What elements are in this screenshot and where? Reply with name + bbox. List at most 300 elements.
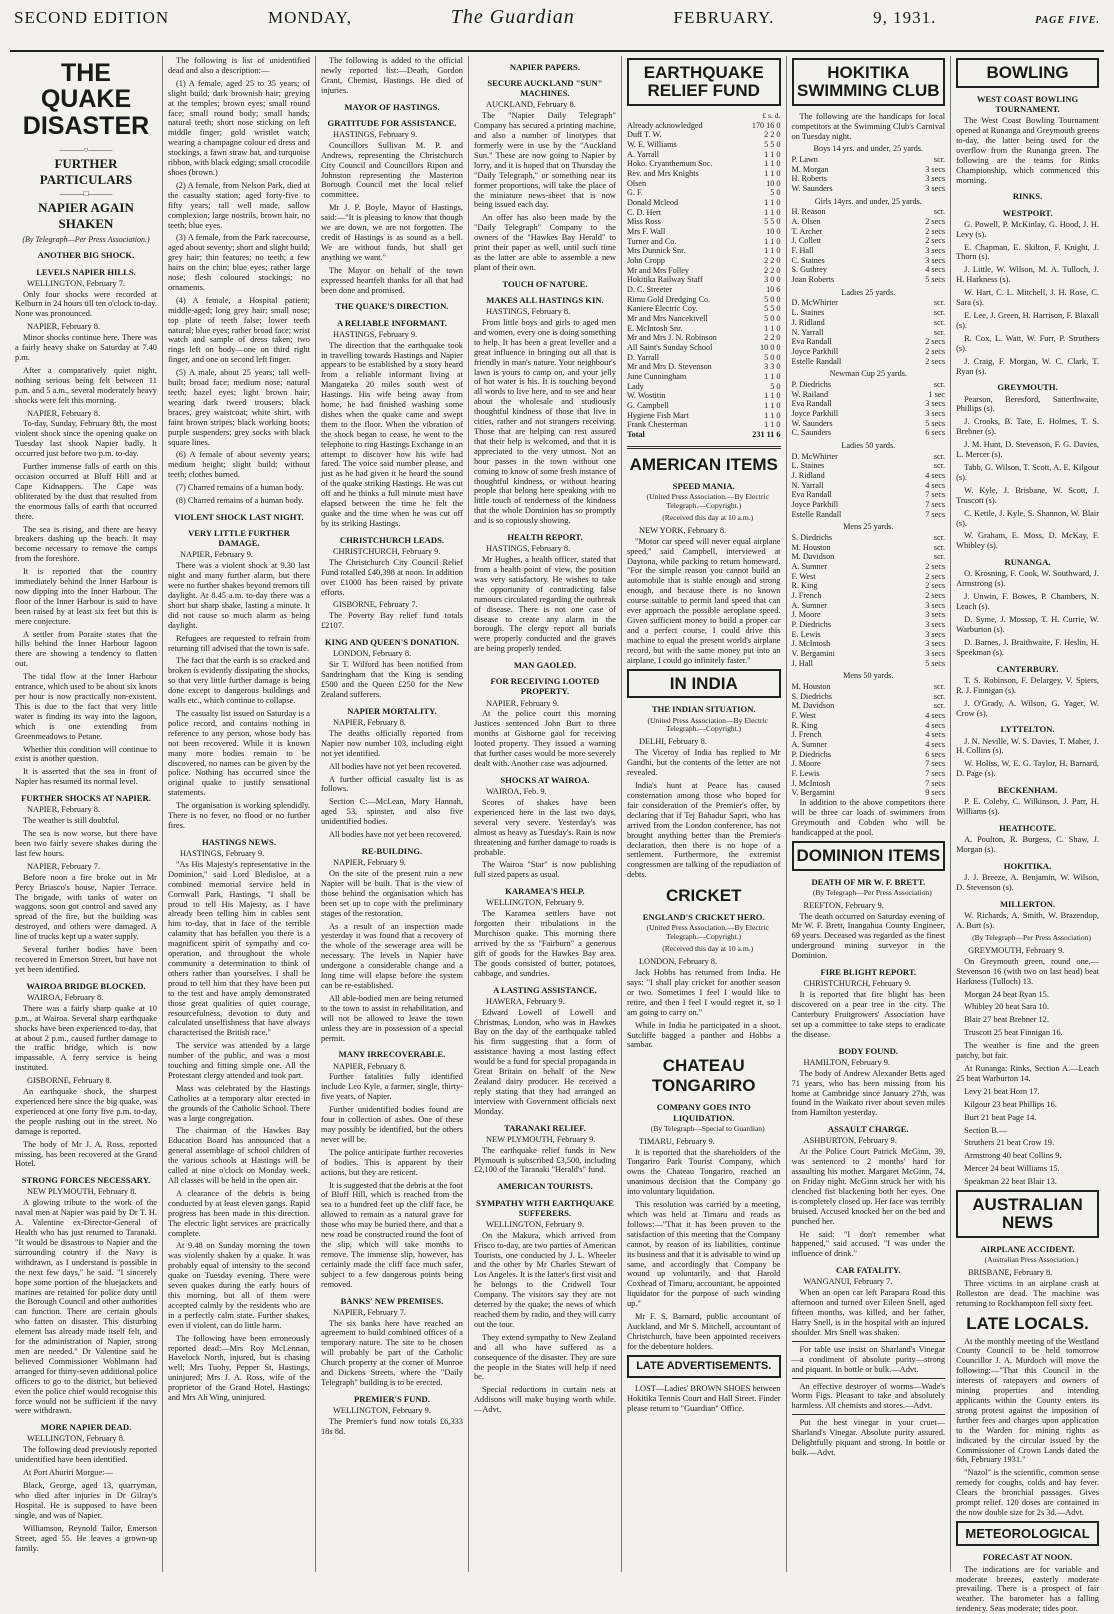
section-heading: CHRISTCHURCH LEADS. (339, 534, 445, 545)
row-value: scr. (933, 155, 946, 165)
paragraph: There was a fairly sharp quake at 10 p.m., at Wairoa. Several sharp earthquake shocks have been experienced to-day, that at about 2 p.m., caused further damage to the traffic bridge, which is now impassable. A ferry service is being instituted. (15, 1003, 157, 1073)
handicap-table (792, 682, 946, 798)
row-name: S. Diedrichs (791, 691, 832, 701)
table-row (627, 382, 781, 392)
section-heading: LEVELS NAPIER HILLS. (36, 266, 136, 277)
divider: ———○——— (59, 144, 113, 154)
team-line: J. O'Grady, A. Wilson, G. Yager, W. Crow (s). (956, 698, 1099, 718)
paragraph: An offer has also been made by the "Daily Telegraph" Company to the owners of the "Hawkes Bay Herald" to print their paper as well, until such time as the latter are able to assemble a new plant of their own. (473, 213, 616, 272)
column-bowling (951, 56, 1104, 1614)
row-name: V. Bergamini (791, 649, 835, 658)
row-name: Eva Randall (791, 490, 832, 500)
table-row (627, 188, 781, 198)
row-name: Rev. and Mrs Knights (626, 169, 699, 178)
headline-chateau: CHATEAU TONGARIRO (651, 1056, 756, 1096)
table-row (792, 601, 946, 611)
section-heading: ANOTHER BIG SHOCK. (37, 250, 135, 261)
table-row (627, 246, 781, 256)
team-line: J. Crooks, B. Tate, E. Holmes, T. S. Brebner (s). (956, 417, 1099, 437)
row-name: Already acknowledged (626, 120, 703, 130)
row-value: 1 1 0 (764, 372, 781, 382)
row-value: 3 secs (925, 164, 946, 174)
row-name: J. Hall (791, 658, 813, 668)
row-name: J. McIntosh (791, 639, 831, 649)
table-row (792, 701, 946, 711)
paragraph: He said: "I don't remember what happened," said accused. "I was under the influence of drink." (791, 1229, 946, 1259)
row-value: 3 secs (925, 629, 946, 639)
table-row (792, 620, 946, 630)
table-row (792, 390, 946, 400)
headline-australian: AUSTRALIAN NEWS (956, 1190, 1099, 1238)
page-number: PAGE FIVE. (1035, 15, 1100, 26)
row-value: 1 1 0 (764, 198, 781, 208)
paragraph: Mr J. P. Boyle, Mayor of Hastings, said:—"It is pleasing to know that though we are down, we are not forgotten. The credit of Hastings is as sound as a bell. We are without funds, but shall get anything we want." (320, 203, 463, 262)
row-name: N. Yarrall (791, 327, 824, 337)
paragraph: Scores of shakes have been experienced here in the last two days, several very severe. Yesterday's was almost as heavy as Tuesday's. Rain is now threatening and further damage to roads is probable. (473, 797, 616, 857)
row-name: D. Yarrall (626, 352, 660, 362)
row-name: V. Bergamini (791, 788, 835, 798)
table-row (792, 572, 946, 582)
dateline: NAPIER, February 8. (332, 1061, 407, 1071)
row-value: 2 secs (925, 356, 946, 366)
row-value: 5 0 0 (764, 294, 781, 304)
result-line: Armstrong 40 beat Collins 9. (964, 1151, 1062, 1161)
result-line: Morgan 24 beat Ryan 15. (964, 989, 1049, 999)
row-value: 7 secs (925, 509, 946, 519)
table-row (792, 155, 946, 165)
table-row (792, 510, 946, 520)
paragraph: The chairman of the Hawkes Bay Education Board has announced that a general assemblage of school children of the various schools at Hastings will be called at nine o'clock on Monday week. All classes will be held in the open air. (167, 1126, 310, 1185)
section-heading: MAN GAOLED. (513, 660, 576, 671)
row-value: 3 0 0 (764, 275, 781, 285)
section-heading: ASSAULT CHARGE. (827, 1124, 909, 1135)
dateline: WELLINGTON, February 8. (27, 1434, 125, 1444)
divider (627, 446, 781, 449)
headline-relief-fund: EARTHQUAKE RELIEF FUND (627, 58, 781, 106)
paragraph: The following is list of unidentified dead and also a description:— (167, 56, 310, 75)
table-row (627, 420, 781, 430)
column-quake (10, 56, 163, 1572)
row-value: 2 secs (925, 346, 946, 356)
table-row (792, 318, 946, 328)
row-name: W. Saunders (791, 418, 833, 428)
paragraph: A settler from Poraite states that the hills behind the Inner Harbour lagoon there are showing a tendency to flatten out. (15, 629, 157, 669)
row-value: 4 secs (925, 265, 946, 275)
row-value: 2 2 0 (764, 265, 781, 275)
paragraph: The Wairoa "Star" is now publishing full sized papers as usual. (473, 860, 616, 880)
dateline: WAIROA, Feb. 9. (485, 787, 547, 797)
row-value: 10 0 (766, 178, 781, 188)
row-name: A. Yarrall (626, 149, 660, 159)
row-name: Estelle Randall (791, 356, 842, 366)
table-row (792, 471, 946, 481)
row-name: All Saint's Sunday School (626, 343, 713, 353)
dateline: REEFTON, February 9. (803, 900, 884, 910)
table-row (792, 543, 946, 553)
row-value: 10 0 0 (760, 343, 781, 353)
row-value: 2 2 0 (764, 130, 781, 140)
table-row (627, 304, 781, 314)
month: FEBRUARY. (673, 8, 775, 27)
result-line: Speakman 22 beat Blair 13. (964, 1177, 1057, 1187)
row-name: Joyce Parkhill (791, 499, 839, 509)
paragraph: The following dead previously reported unidentified have been identified. (15, 1445, 157, 1465)
paragraph: The following have been erroneously reported dead:—Mrs Roy McLennan, Havelock North, injured, but is chasing well; Mrs Tuohy, Pepper St, Hastings, uninjured; Mrs J. A. Ross, wife of the proprietor of the Grand Hotel, Hastings; and Mrs Ah Wing, uninjured. (167, 1333, 310, 1403)
handicap-table (792, 380, 946, 438)
row-name: Joyce Parkhill (791, 346, 839, 356)
row-name: F. West (791, 571, 816, 581)
team-line: T. S. Robinson, F. Delargey, V. Spiers, R. J. Finnigan (s). (956, 675, 1099, 695)
row-value: 5 secs (925, 275, 946, 285)
paragraph: From little boys and girls to aged men and women, every one is doing something to help. It has been a great leveller and a great influence in bringing out all that is friendly in man's nature. Your neighbour's lawn is yours to camp on, and your jelly of hot water is his. It is touching beyond all words to live here, and to see and hear about the wholesale and studiously thoughtful kindness of those that live in cities, rather and not strangers receiving. Those that are helping can rest assured that their help is welcomed, and that it is appreciated to the very utmost. Not an hour passes in the town without one coming to know of some fresh instance of thoughtful kindness, or without hearing people that belong here speaking with no little touch of tenderness of the kindness that the whole Dominion has so promptly and is so copiously showing. (473, 318, 616, 526)
table-row (792, 682, 946, 692)
table-row (792, 246, 946, 256)
row-value: scr. (933, 461, 946, 471)
headline-late-locals: LATE LOCALS. (966, 1314, 1089, 1334)
table-row (627, 343, 781, 353)
row-value: 4 secs (925, 480, 946, 490)
section-heading: THE QUAKE'S DIRECTION. (335, 301, 449, 312)
paragraph: Before noon a fire broke out in Mr Percy Briasco's house, Napier Terrace. The brigade, with tanks of water on waggons, soon got control and saved any spread of the fire, but the building was destroyed, and others were damaged. A line of trucks kept up a water supply. (15, 872, 157, 942)
paragraph: "As His Majesty's representative in the Dominion," said Lord Bledisloe, at a combined memorial service held in Cornwall Park, Hastings, "I shall be proud to tell His Majesty, as I have already been telling him in cables sent him to-day, that in face of the terrible calamity that has befallen you there is a magnificent spirit of sympathy and co-operation, and throughout the whole community a determination to think of others rather than yourselves. I shall be proud to tell him that they have been put to the test and have amply demonstrated those great qualities of quiet courage, resourcefulness, devotion to duty and calculated unselfishness that have always characterised the British race." (167, 859, 310, 1038)
dateline: DELHI, February 8. (638, 737, 707, 747)
row-name: F. Hall (791, 246, 814, 256)
section-heading: AIRPLANE ACCIDENT. (980, 1243, 1075, 1254)
row-name: Kaniere Electric Coy. (626, 304, 698, 314)
table-row (792, 174, 946, 184)
table-row (627, 179, 781, 189)
row-value: scr. (933, 308, 946, 318)
table-row (627, 391, 781, 401)
received-note: (Received this day at 10 a.m.) (662, 512, 754, 522)
byline: (By Telegraph—Special to Guardian) (650, 1123, 765, 1133)
section-heading: DEATH OF MR W. F. BRETT. (811, 876, 926, 887)
team-line: W. Holiss, W. E. G. Taylor, H. Barnard, D. Page (s). (956, 759, 1099, 779)
row-name: P. Diedrichs (791, 749, 832, 759)
dateline: NAPIER, February 9. (332, 858, 407, 868)
row-name: N. Yarrall (791, 480, 824, 490)
byline: (By Telegraph—Per Press Association) (972, 933, 1091, 942)
row-value: 1 1 0 (764, 401, 781, 411)
row-value: 1 1 0 (764, 236, 781, 246)
table-row (792, 236, 946, 246)
section-heading: HASTINGS NEWS. (201, 836, 276, 847)
section-heading: BANKS' NEW PREMISES. (340, 1295, 444, 1306)
section-heading: KING AND QUEEN'S DONATION. (324, 637, 459, 648)
team-line: W. Hart, C. L. Mitchell, J. H. Rose, C. Sara (s). (956, 288, 1099, 308)
table-row (792, 275, 946, 285)
row-name: M. Davidson (791, 552, 835, 562)
paragraph: Williamson, Reynold Tailor, Emerson Street, aged 55. He leaves a grown-up family. (15, 1523, 157, 1553)
row-name: June Cunningham (626, 372, 687, 382)
dateline: HASTINGS, February 9. (332, 329, 418, 339)
row-value: 3 secs (925, 610, 946, 620)
row-value: 3 secs (925, 255, 946, 265)
row-value: 3 secs (925, 174, 946, 184)
paragraph: The direction that the earthquake took in travelling towards Hastings and Napier appears to be established by a story heard from a reliable informant living at Mangateka 20 miles south west of Hastings. His wife being away from home, he had finished washing some dishes when the quake came and swept them to the floor. When the vibration of the shock began to cease, he went to the telephone to ring Hastings Exchange in an attempt to discover how his wife had fared. The voice said number please, and just as he had given it he heard the sound of the quake striking Hastings. He was cut off and he thinks a full minute must have elapsed between the time he felt the quake and the time when he was cut off by its striking Hastings. (320, 340, 463, 528)
row-name: G. F. (626, 188, 643, 198)
row-value: scr. (933, 701, 946, 711)
team-line: Pearson, Beresford, Satterthwaite, Phillips (s). (956, 394, 1099, 414)
row-value: 9 secs (925, 788, 946, 798)
table-row (792, 399, 946, 409)
section-heading: AMERICAN TOURISTS. (497, 1181, 593, 1192)
table-row (792, 165, 946, 175)
row-name: M. Houston (791, 682, 831, 692)
row-name: S. Guthrey (791, 265, 827, 275)
row-value: 2 secs (925, 226, 946, 236)
row-value: scr. (933, 532, 946, 542)
team-heading: LYTTELTON. (1000, 724, 1055, 735)
paragraph: It is reported that fire blight has been discovered on a pear tree in the city. The Canterbury Fruitgrowers' Association have set up a committee to take steps to eradicate the disease. (791, 990, 946, 1039)
table-row (792, 581, 946, 591)
table-row (792, 562, 946, 572)
row-name: Olsen (626, 178, 647, 188)
table-row (792, 461, 946, 471)
row-value: 5 0 (770, 381, 781, 391)
handicap-table (792, 298, 946, 366)
paragraph: As a result of an inspection made yesterday it was found that a recovery of the whole of the sewerage area will be necessary. The levels in Napier have undergone a considerable change and a long time will elapse before the system can be re-established. (320, 921, 463, 990)
paragraph: A clearance of the debris is being conducted by at least eleven gangs. Rapid progress has been made in this direction. The electric light services are practically complete. (167, 1188, 310, 1238)
table-row (627, 401, 781, 411)
row-name: W. Saunders (791, 184, 833, 194)
advert: For table use insist on Sharland's Vinegar—a condiment of absolute purity—strong and piquant. In bottle or bulk.—Advt. (792, 1341, 946, 1375)
row-value: 3 secs (925, 649, 946, 658)
section-heading: ENGLAND'S CRICKET HERO. (642, 912, 765, 923)
row-value: scr. (933, 682, 946, 692)
group-heading: Ladies 50 yards. (841, 440, 896, 450)
result-line: Section B.— (964, 1125, 1008, 1135)
row-name: L. Staines (791, 308, 825, 318)
table-row (792, 610, 946, 620)
table-row (792, 409, 946, 419)
result-line: At Runanga: Rinks, Section A.—Leach 25 beat Warburton 14. (956, 1064, 1099, 1083)
row-name: J. French (791, 730, 822, 740)
paragraph: All bodies have not yet been recovered. (328, 761, 462, 771)
table-row (627, 208, 781, 218)
team-line: C. Kettle, J. Kyle, S. Shannon, W. Blair (s). (956, 508, 1099, 528)
row-value: 2 secs (925, 561, 946, 571)
table-row (792, 380, 946, 390)
row-value: 2 2 0 (764, 333, 781, 343)
paragraph: Jack Hobbs has returned from India. He says: "I shall play cricket for another season or two. Sometimes I feel I would like to retire, and then I feel I would regret it, so I am going to carry on." (626, 968, 781, 1017)
dateline: NEW PLYMOUTH, February 8. (27, 1187, 137, 1197)
section-heading: SHOCKS AT WAIROA. (500, 774, 590, 785)
table-row (792, 184, 946, 194)
team-line: J. N. Neville, W. S. Davies, T. Maher, J. H. Collins (s). (956, 736, 1099, 756)
column-swimming (787, 56, 952, 1572)
row-name: Duff T. W. (626, 130, 662, 140)
table-row (792, 452, 946, 462)
row-value: 7 secs (925, 499, 946, 509)
paragraph: Edward Lowell of Lowell and Christmas, London, who was in Hawkes Bay on the day of the earthquake tabled his firm suggesting that a form of assistance having a most lasting effect would be a fund for special propaganda in Great Britain on behalf of the New Zealand dairy producer. He received a reply stating that they had arranged an interview with Government officials next Monday. (473, 1007, 616, 1116)
row-name: Frank Chesterman (626, 420, 688, 430)
team-line: D. Barnes, J. Braithwaite, F. Heslin, H. Speekman (s). (956, 637, 1099, 657)
table-row (792, 357, 946, 367)
table-row (792, 659, 946, 669)
row-name: M. Morgan (791, 164, 829, 174)
team-line: J. J. Breeze, A. Benjamin, W. Wilson, D. Stevenson (s). (956, 873, 1099, 893)
row-value: 7 secs (925, 759, 946, 769)
paragraph: The Karamea settlers have not forgotten their tribulations in the Murchison quake. This morning there arrived by the ss "Fairburn" a generous gift of goods for the Hawkes Bay area. The goods consisted of butter, potatoes, cabbage, and sundries. (473, 909, 616, 978)
list-item: (3) A female, from the Park racecourse, aged about seventy; short and slight build; grey hair; thin features; no teeth; a few hairs on the chin; blue eyes; rather large nose; flesh coloured stockings; no ornaments. (167, 233, 310, 292)
paragraph: The sea is rising, and there are heavy breakers dashing up the beach. It may become necessary to remove the camps from the foreshore. (15, 524, 157, 564)
paragraph: There was a violent shock at 9.30 last night and many further alarm, but there were no further shakes beyond tremors till daylight. At 8.45 a.m. to-day there was a short but sharp shake, lasting a minute. It did not cause so much alarm as being daylight. (167, 561, 310, 630)
dateline: HASTINGS, February 9. (332, 129, 418, 139)
section-heading: MAYOR OF HASTINGS. (344, 101, 440, 112)
table-row (792, 428, 946, 438)
row-name: J. Collett (791, 236, 822, 246)
team-line: D. Syme, J. Mossop, T. H. Currie, W. Warburton (s). (956, 615, 1099, 634)
table-row (627, 140, 781, 150)
table-row (792, 328, 946, 338)
section-heading: FOR RECEIVING LOOTED PROPERTY. (490, 676, 600, 697)
paragraph: The Mayor on behalf of the town expressed heartfelt thanks for all that had been done and promised. (320, 265, 463, 295)
column-unidentified (163, 56, 316, 1572)
section-heading: MANY IRRECOVERABLE. (338, 1049, 446, 1060)
row-name: Mr and Mrs J. N. Robinson (626, 333, 717, 343)
dateline: WANGANUI, February 7. (803, 1277, 893, 1287)
paragraph: After a comparatively quiet night, nothing serious being felt between 11 p.m. and 5 a.m., several moderately heavy shocks were felt this morning. (15, 365, 157, 405)
team-heading: MILLERTON. (999, 899, 1056, 910)
headline-swimming: HOKITIKA SWIMMING CLUB (792, 58, 946, 106)
dateline: ASHBURTON, February 9. (803, 1136, 897, 1146)
row-name: W. Wostitin (626, 391, 666, 401)
row-value: 3 secs (925, 184, 946, 194)
paragraph: The Christchurch City Council Relief Fund totalled £40,398 at noon. In addition over £1000 has been raised by private efforts. (320, 557, 463, 597)
row-name: P. Diedrichs (791, 379, 832, 389)
row-name: T. Archer (791, 226, 823, 236)
list-item: (2) A female, from Nelson Park, died at the casualty station; aged forty-five to fifty years; tall well made, sallow complexion; large nostrils, brown hair, no teeth; blue eyes. (167, 180, 310, 230)
advert: "Nazol" is the scientific, common sense remedy for coughs, colds and hay fever. Clears the bronchial passages. Gives prompt relief. 120 doses are contained in the now double size for 2s 3d.—Advt. (956, 1468, 1099, 1517)
dateline: NEW YORK, February 8. (638, 525, 727, 535)
table-row (792, 721, 946, 731)
paragraph: Only four shocks were recorded at Kelburn in 24 hours till ten o'clock to-day. None was pronounced. (15, 289, 157, 319)
table-row (792, 347, 946, 357)
paragraph: The "Napier Daily Telegraph" Company has secured a printing machine, and also a number of linotypes that formerly were in use by the "Auckland Sun." These are now going to Napier by lorry, and it is hoped that on Thursday the "Daily Telegraph," or something near its former proportions, will take the place of the miniature news-sheet that is now being issued each day. (473, 111, 616, 210)
paragraph: On the site of the present ruin a new Napier will be built. That is the view of those behind the organisation which has been set up to cope with the preliminary stages of the restoration. (320, 869, 463, 918)
paragraph: The six banks here have reached an agreement to build combined offices of a temporary nature. The site to be chosen will probably be part of the Catholic Church property at the corner of Munroe and Dickens Streets, where the "Daily Telegraph" building is to be erected. (320, 1318, 463, 1387)
table-row (792, 779, 946, 789)
row-value: 3 secs (925, 619, 946, 629)
list-item: (1) A female, aged 25 to 35 years; of slight build; dark brownish hair; greying at the temples; brown eyes; small round face; small round body; small hands; natural teeth; short nose sticking on left middle finger; gold wristlet watch; wearing a champagne colour ed dress and stockings, a fawn straw hat, and turquoise ribbon, with black edging; small crocodile shoes (brown.) (167, 78, 310, 177)
team-heading: GREYMOUTH. (997, 382, 1058, 393)
dateline: WAIROA, February 8. (27, 992, 104, 1002)
paragraph: They extend sympathy to New Zealand and all who have suffered as a consequence of the disaster. They are sure the people in the States will help if need be. (473, 1332, 616, 1382)
team-line: W. Kyle, J. Brisbane, W. Scott, J. Truscott (s). (956, 485, 1099, 505)
dateline: NAPIER, February 7. (332, 1307, 407, 1317)
row-value: 5 0 0 (764, 314, 781, 324)
paragraph: The sea is now worse, but there have been two fairly severe shakes during the last few hours. (15, 829, 157, 858)
table-row (627, 314, 781, 324)
paragraph: The death occurred on Saturday evening of Mr W. F. Brett, Inangahua County Engineer, 69 years. Deceased was regarded as the finest underground mining surveyor in the Dominion. (791, 911, 946, 961)
list-item: (8) Charred remains of a human body. (175, 496, 304, 506)
row-name: C. Staines (791, 255, 825, 265)
team-line: J. Craig, F. Morgan, W. C. Clark, T. Ryan (s). (956, 356, 1099, 376)
table-row (627, 362, 781, 372)
dateline: HAWERA, February 9. (485, 996, 565, 1006)
section-heading: MAKES ALL HASTINGS KIN. (486, 294, 604, 305)
row-value: 4 secs (925, 720, 946, 730)
byline: (By Telegraph—Per Press Association) (812, 887, 932, 897)
team-line: E. Chapman, E. Skilton, F. Knight, J. Thorn (s). (956, 242, 1099, 262)
row-value: 4 secs (925, 470, 946, 480)
handicap-table (792, 207, 946, 284)
table-row (792, 481, 946, 491)
dateline: HASTINGS, February 9. (179, 849, 265, 858)
table-row (792, 533, 946, 543)
team-line: W. Richards, A. Smith, W. Brazendop, A. Burt (s). (956, 911, 1099, 931)
handicap-table (792, 155, 946, 194)
table-row (792, 308, 946, 318)
row-name: Rimu Gold Dredging Co. (626, 294, 711, 304)
team-line: W. Graham, E. Moss, D. McKay, F. Whibley (s). (956, 531, 1099, 551)
headline-cricket: CRICKET (665, 886, 742, 906)
table-row (792, 750, 946, 760)
row-name: Lady (626, 381, 644, 391)
paragraph: When an open car left Parapara Road this afternoon and turned over Eileen Snell, aged fifteen months, was killed, and her father, Harry Snell, is in the hospital with an injured shoulder. Mrs Snell was shaken. (791, 1288, 946, 1337)
row-value: 3 secs (925, 246, 946, 256)
row-value: 1 1 0 (764, 169, 781, 178)
paragraph: It is asserted that the sea in front of Napier has resumed its normal level. (15, 767, 157, 787)
paragraph: The tidal flow at the Inner Harbour entrance, which used to be about six knots per hour is now practically non-existent. This is due to the fact that very little water is finding its way into the lagoon, which is one extending from Greenmeadows to Petane. (15, 672, 157, 741)
row-name: Turner and Co. (626, 236, 677, 246)
table-row (627, 159, 781, 169)
table-row (627, 333, 781, 343)
row-name: John Cropp (626, 256, 665, 266)
headline-dominion: DOMINION ITEMS (792, 841, 946, 871)
table-row (627, 324, 781, 334)
paragraph: It is reported that the country immediately behind the Inner Harbour is now dipping into the Inner Harbour. The floor of the Inner Harbour is said to have been raised by at least six feet but this is mere conjecture. (15, 567, 157, 626)
row-value: 1 1 0 (764, 391, 781, 401)
section-heading: RINKS. (1012, 191, 1043, 202)
section-heading: NAPIER PAPERS. (509, 62, 580, 72)
group-heading: Mens 50 yards. (843, 671, 894, 681)
team-heading: BECKENHAM. (997, 785, 1058, 796)
table-row (792, 711, 946, 721)
table-row (627, 198, 781, 208)
row-value: 7 secs (925, 778, 946, 788)
section-heading: FORECAST AT NOON. (982, 1552, 1073, 1563)
paragraph: This resolution was carried by a meeting, which was held at Timaru and reads as follows:—"That it has been proven to the satisfaction of this meeting that the Company cannot, by reason of its liabilities, continue its business and that it is advisable to wind up same, and accordingly that Company be wound up voluntarily, and that Harold Coxhead of Timaru, accountant, be appointed liquidator for the purpose of such winding up." (626, 1200, 781, 1309)
paragraph: Three victims in an airplane crash at Rolleston are dead. The machine was returning to Rockhampton fell sixty feet. (956, 1278, 1099, 1308)
paragraph: The deaths officially reported from Napier now number 103, including eight not yet identified. (320, 728, 463, 758)
headline-bowling: BOWLING (956, 58, 1099, 88)
paragraph: Whether this condition will continue to exist is another question. (15, 744, 157, 764)
team-heading: HOKITIKA. (1003, 861, 1052, 872)
row-value: 2 secs (925, 571, 946, 581)
table-row (792, 759, 946, 769)
team-line: G. Powell, P. McKinlay, G. Hood, J. H. Levy (s). (956, 219, 1099, 239)
row-value: 7 secs (925, 490, 946, 500)
paragraph: To-day, Sunday, February 8th, the most violent shock since the opening quake on Tuesday last shook Napier badly. It occurred just before two p.m. to-day. (15, 419, 157, 459)
result-line: On Greymouth green, round one.—Stevenson 16 (with two on last head) beat Harkness (Tulloch) 13. (956, 956, 1099, 986)
row-value: 5 5 0 (764, 217, 781, 227)
subheadline: NAPIER AGAIN SHAKEN (38, 200, 134, 231)
row-name: P. Lawn (791, 155, 818, 165)
table-row (792, 265, 946, 275)
paragraph: The following are the handicaps for local competitors at the Swimming Club's Carnival on Tuesday night. (791, 111, 946, 141)
row-value: 1 sec (928, 389, 946, 399)
table-row (627, 256, 781, 266)
paragraph: At 9.48 on Sunday morning the town was violently shaken by a quake. It was probably equal of intensity to the second quake on Tuesday evening. There were seven quakes during the early hours of this morning, but all of them were accepted calmly by the residents who are in a perfectly calm state. Further shakes, even if violent, can do little harm. (167, 1241, 310, 1330)
row-value: scr. (933, 691, 946, 701)
row-name: J. McIntosh (791, 778, 831, 788)
table-row (792, 788, 946, 798)
paragraph: The indications are for variable and moderate breezes, easterly moderate prevailing. There is a prospect of fair weather. The barometer has a falling tendency. Seas moderate; tides poor. (956, 1564, 1099, 1614)
row-name: M. Davidson (791, 701, 835, 711)
row-name: Eva Randall (791, 399, 832, 409)
